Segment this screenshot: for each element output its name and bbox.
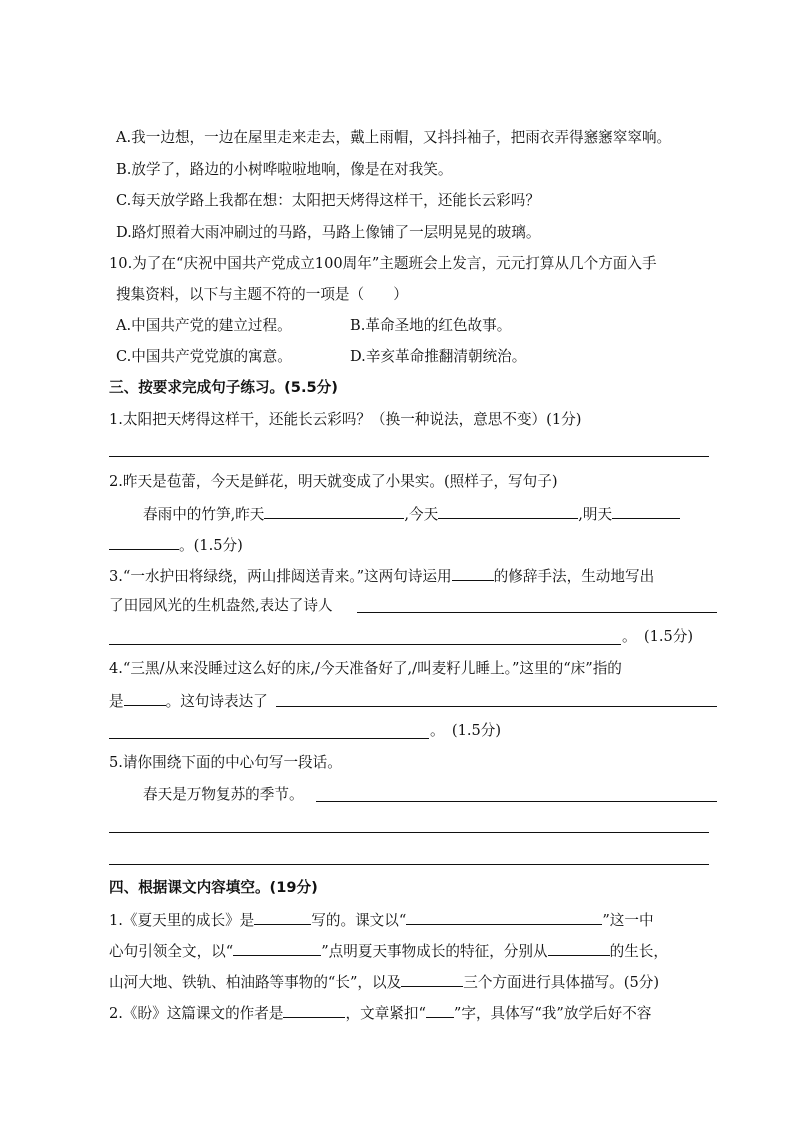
q9-option-b: B.放学了，路边的小树哗啦啦地响，像是在对我笑。 [116, 161, 453, 178]
s3-q4-text-a: 是 [109, 693, 124, 710]
s4-q1-line2 [109, 940, 668, 962]
s3-q2-prompt-line [143, 503, 680, 525]
s3-q5-prompt: 春天是万物复苏的季节。 [143, 786, 304, 803]
q10-stem-line2: 搜集资料，以下与主题不符的一项是（ ） [116, 286, 408, 303]
s3-q3-line1 [109, 565, 654, 587]
s3-q4-line2 [109, 690, 268, 712]
s3-q5-answer-line-1[interactable] [316, 801, 717, 802]
q10-option-d: D.辛亥革命推翻清朝统治。 [350, 348, 527, 365]
q10-option-c: C.中国共产党党旗的寓意。 [116, 348, 292, 365]
s4-q2-blank-author[interactable] [283, 1002, 345, 1018]
section3-title: 三、按要求完成句子练习。(5.5分) [109, 379, 338, 396]
s4-q1-blank-growth[interactable] [548, 940, 610, 956]
s3-q3-text-a: 3.“一水护田将绿绕，两山排闼送青来。”这两句诗运用 [109, 568, 452, 585]
s3-q2-continue-line [109, 534, 243, 556]
s3-q2-blank-today[interactable] [438, 503, 578, 519]
s3-q4-score: 。 (1.5分) [430, 722, 502, 739]
s3-q5-answer-line-3[interactable] [109, 864, 709, 865]
s4-q1-text-d: 心句引领全文，以“ [109, 943, 234, 960]
s3-q2-text: 2.昨天是苞蕾，今天是鲜花，明天就变成了小果实。(照样子，写句子) [109, 473, 558, 490]
s3-q2-prompt: 春雨中的竹笋,昨天 [143, 506, 265, 523]
q9-option-c: C.每天放学路上我都在想：太阳把天烤得这样干，还能长云彩吗？ [116, 192, 540, 209]
s4-q1-blank-aspect[interactable] [401, 971, 463, 987]
s4-q1-text-f: 的生长， [609, 943, 668, 960]
s3-q5-answer-line-2[interactable] [109, 832, 709, 833]
s3-q2-tomorrow: ,明天 [578, 506, 613, 523]
s4-q2-text-a: 2.《盼》这篇课文的作者是 [109, 1005, 284, 1022]
section4-title: 四、根据课文内容填空。(19分) [109, 879, 318, 896]
q9-option-d: D.路灯照着大雨冲刷过的马路，马路上像铺了一层明晃晃的玻璃。 [116, 224, 541, 241]
s3-q4-blank-bed[interactable] [124, 690, 166, 706]
s4-q1-text-h: 三个方面进行具体描写。(5分) [463, 974, 660, 991]
q10-option-a: A.中国共产党的建立过程。 [116, 317, 292, 334]
s3-q3-line2-text: 了田园风光的生机盎然,表达了诗人 [109, 597, 333, 614]
s3-q3-blank-rhetoric[interactable] [452, 565, 494, 581]
s3-q3-score: 。 (1.5分) [622, 628, 694, 645]
s4-q1-blank-center-sentence[interactable] [406, 909, 602, 925]
s3-q4-line1: 4.“三黑/从来没睡过这么好的床,/今天准备好了,/叫麦籽儿睡上。”这里的“床”指的 [109, 660, 622, 677]
s4-q1-blank-feature[interactable] [233, 940, 321, 956]
s4-q1-text-a: 1.《夏天里的成长》是 [109, 912, 255, 929]
s3-q2-blank-tomorrow-cont[interactable] [109, 534, 179, 550]
s4-q1-blank-author[interactable] [254, 909, 311, 925]
q10-stem-line1: 10.为了在“庆祝中国共产党成立100周年”主题班会上发言，元元打算从几个方面入手 [109, 255, 657, 272]
s3-q1-answer-line[interactable] [109, 456, 709, 457]
s4-q1-text-c: ”这一中 [602, 912, 654, 929]
s3-q3-blank-poet-cont[interactable] [109, 644, 621, 645]
s4-q2-text-c: ”字，具体写“我”放学后好不容 [453, 1005, 652, 1022]
s3-q4-blank-expresses-cont[interactable] [109, 738, 429, 739]
s3-q1-text: 1.太阳把天烤得这样干，还能长云彩吗？（换一种说法，意思不变）(1分) [109, 411, 582, 428]
s3-q2-blank-yesterday[interactable] [264, 503, 404, 519]
s4-q1-line1 [109, 909, 654, 931]
s3-q3-blank-poet[interactable] [357, 612, 717, 613]
s3-q3-text-b: 的修辞手法，生动地写出 [493, 568, 655, 585]
s3-q4-blank-expresses[interactable] [276, 706, 717, 707]
s3-q2-score: 。(1.5分) [179, 537, 243, 554]
s3-q4-text-b: 。这句诗表达了 [165, 693, 268, 710]
s3-q2-today: ,今天 [404, 506, 439, 523]
s4-q2-text-b: ，文章紧扣“ [345, 1005, 426, 1022]
s4-q2-line1 [109, 1002, 651, 1024]
q9-option-a: A.我一边想，一边在屋里走来走去，戴上雨帽，又抖抖袖子，把雨衣弄得窸窸窣窣响。 [116, 129, 672, 146]
s4-q1-text-b: 写的。课文以“ [311, 912, 407, 929]
s4-q1-text-g: 山河大地、铁轨、柏油路等事物的“长”，以及 [109, 974, 402, 991]
s4-q1-line3 [109, 971, 659, 993]
s4-q2-blank-keyword[interactable] [426, 1002, 454, 1018]
s4-q1-text-e: ”点明夏天事物成长的特征，分别从 [321, 943, 548, 960]
q10-option-b: B.革命圣地的红色故事。 [350, 317, 512, 334]
s3-q5-text: 5.请你围绕下面的中心句写一段话。 [109, 754, 342, 771]
s3-q2-blank-tomorrow[interactable] [612, 503, 680, 519]
